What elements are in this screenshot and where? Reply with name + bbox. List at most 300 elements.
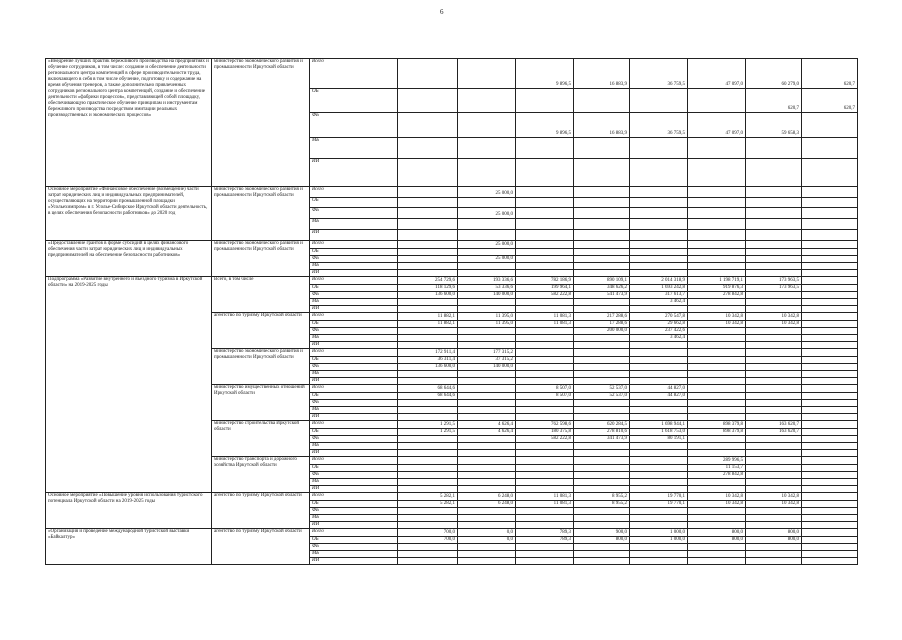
- value-cell: [574, 486, 630, 493]
- value-cell: [802, 443, 858, 450]
- value-cell: [458, 443, 516, 450]
- value-cell: [802, 349, 858, 357]
- value-cell: [688, 414, 746, 421]
- value-cell: [630, 198, 688, 208]
- value-cell: [630, 508, 688, 515]
- value-cell: 6 248,0: [458, 493, 516, 501]
- value-cell: [688, 407, 746, 414]
- funding-source-cell: ОБ: [310, 357, 398, 364]
- funding-source-cell: ИИ: [310, 378, 398, 385]
- value-cell: [458, 371, 516, 378]
- value-cell: [516, 400, 574, 407]
- value-cell: [398, 256, 458, 263]
- value-cell: [516, 256, 574, 263]
- value-cell: 789,3: [516, 537, 574, 544]
- value-cell: [516, 263, 574, 270]
- value-cell: [746, 443, 802, 450]
- funding-source-cell: МБ: [310, 138, 398, 159]
- value-cell: 762 598,6: [516, 421, 574, 429]
- value-cell: [802, 508, 858, 515]
- value-cell: [516, 138, 574, 159]
- value-cell: [688, 436, 746, 443]
- value-cell: [574, 515, 630, 522]
- value-cell: [802, 479, 858, 486]
- value-cell: [516, 187, 574, 198]
- value-cell: [746, 479, 802, 486]
- value-cell: 60 279,0: [746, 59, 802, 89]
- measure-name-cell: Основное мероприятие «Повышение уровня использования туристского потенциала Иркутской области на 2019-2025 годы: [46, 493, 212, 529]
- value-cell: [398, 187, 458, 198]
- value-cell: [802, 263, 858, 270]
- value-cell: [630, 230, 688, 241]
- value-cell: [746, 349, 802, 357]
- value-cell: [458, 328, 516, 335]
- value-cell: [746, 249, 802, 256]
- funding-source-cell: ФБ: [310, 400, 398, 407]
- value-cell: [688, 508, 746, 515]
- value-cell: [688, 486, 746, 493]
- value-cell: [516, 522, 574, 529]
- value-cell: [746, 138, 802, 159]
- value-cell: [802, 313, 858, 321]
- value-cell: [746, 486, 802, 493]
- value-cell: 11 882,1: [398, 321, 458, 328]
- value-cell: 53 336,6: [458, 285, 516, 292]
- value-cell: 898 379,8: [688, 421, 746, 429]
- value-cell: [574, 457, 630, 465]
- measure-name-cell: «Внедрение лучших практик бережливого производства на предприятиях и обучение сотрудников, в том числе: создание и обеспечение деятельности регионального центра компетенций в сфере производительности труда, включающего в себя в том числе обучение, подготовку и содержание на время обучения тренеров, а также дополнительно привлеченных сотрудников регионального центра компетенций, создание и обеспечение деятельности «фабрики процессов», представляющей собой площадку, обеспечивающую практическое обучение принципам и инструментам бережливого производства посредством имитации реальных производственных и экономических процессов»: [46, 59, 212, 187]
- value-cell: [802, 113, 858, 138]
- value-cell: 341 473,9: [574, 436, 630, 443]
- value-cell: [802, 306, 858, 313]
- value-cell: [458, 515, 516, 522]
- value-cell: 11 882,1: [398, 313, 458, 321]
- value-cell: [688, 256, 746, 263]
- value-cell: [574, 187, 630, 198]
- value-cell: [630, 349, 688, 357]
- value-cell: [688, 393, 746, 400]
- value-cell: [746, 558, 802, 565]
- funding-source-cell: МБ: [310, 219, 398, 230]
- value-cell: [574, 208, 630, 219]
- value-cell: [574, 138, 630, 159]
- value-cell: [398, 486, 458, 493]
- value-cell: 136 600,0: [398, 364, 458, 371]
- value-cell: [802, 544, 858, 551]
- value-cell: [398, 299, 458, 306]
- value-cell: 8 955,2: [574, 493, 630, 501]
- value-cell: [688, 249, 746, 256]
- value-cell: [688, 357, 746, 364]
- value-cell: 582 222,8: [516, 292, 574, 299]
- funding-source-cell: Всего: [310, 187, 398, 198]
- value-cell: 180 375,8: [516, 429, 574, 436]
- value-cell: [398, 335, 458, 342]
- value-cell: [458, 263, 516, 270]
- value-cell: [630, 400, 688, 407]
- value-cell: 25 000,0: [458, 256, 516, 263]
- value-cell: [802, 299, 858, 306]
- value-cell: [458, 198, 516, 208]
- funding-source-cell: ОБ: [310, 465, 398, 472]
- value-cell: [398, 113, 458, 138]
- funding-source-cell: ИИ: [310, 486, 398, 493]
- value-cell: [398, 515, 458, 522]
- value-cell: [630, 472, 688, 479]
- funding-source-cell: ОБ: [310, 537, 398, 544]
- value-cell: [746, 457, 802, 465]
- value-cell: [630, 138, 688, 159]
- value-cell: [458, 270, 516, 277]
- funding-source-cell: ИИ: [310, 558, 398, 565]
- value-cell: [516, 558, 574, 565]
- value-cell: 2 014 318,9: [630, 277, 688, 285]
- value-cell: [802, 378, 858, 385]
- value-cell: 80 191,1: [630, 436, 688, 443]
- value-cell: [802, 414, 858, 421]
- table-row: [46, 493, 858, 501]
- value-cell: [574, 241, 630, 249]
- value-cell: [574, 508, 630, 515]
- value-cell: [802, 138, 858, 159]
- value-cell: [688, 335, 746, 342]
- value-cell: 1 291,5: [398, 421, 458, 429]
- value-cell: [574, 522, 630, 529]
- value-cell: 19 770,1: [630, 493, 688, 501]
- value-cell: [398, 159, 458, 187]
- value-cell: [630, 414, 688, 421]
- value-cell: [574, 443, 630, 450]
- executor-cell: Всего, в том числе: [212, 277, 310, 313]
- value-cell: 1 000,0: [630, 537, 688, 544]
- value-cell: [574, 342, 630, 349]
- value-cell: [630, 522, 688, 529]
- value-cell: [802, 465, 858, 472]
- value-cell: [574, 465, 630, 472]
- executor-cell: министерство строительства Иркутской области: [212, 421, 310, 457]
- value-cell: [688, 522, 746, 529]
- value-cell: 8 507,0: [516, 385, 574, 393]
- value-cell: 890 109,1: [574, 277, 630, 285]
- value-cell: 8 955,2: [574, 501, 630, 508]
- value-cell: [574, 357, 630, 364]
- value-cell: 620,7: [746, 89, 802, 113]
- value-cell: [746, 292, 802, 299]
- value-cell: [574, 306, 630, 313]
- value-cell: [458, 59, 516, 89]
- value-cell: [516, 335, 574, 342]
- value-cell: [630, 357, 688, 364]
- value-cell: 37 315,2: [458, 357, 516, 364]
- funding-source-cell: Всего: [310, 277, 398, 285]
- value-cell: [574, 349, 630, 357]
- value-cell: 3 462,4: [630, 335, 688, 342]
- value-cell: [458, 159, 516, 187]
- value-cell: [516, 407, 574, 414]
- value-cell: [802, 249, 858, 256]
- table-row: [46, 529, 858, 537]
- value-cell: 172 911,4: [398, 349, 458, 357]
- value-cell: 700,0: [398, 529, 458, 537]
- funding-source-cell: Всего: [310, 313, 398, 321]
- value-cell: [516, 198, 574, 208]
- value-cell: [802, 357, 858, 364]
- funding-source-cell: ОБ: [310, 249, 398, 256]
- value-cell: [516, 364, 574, 371]
- value-cell: [688, 299, 746, 306]
- value-cell: [688, 385, 746, 393]
- value-cell: [802, 522, 858, 529]
- value-cell: [516, 479, 574, 486]
- executor-cell: агентство по туризму Иркутской области: [212, 529, 310, 565]
- value-cell: [802, 558, 858, 565]
- value-cell: [630, 371, 688, 378]
- value-cell: [574, 198, 630, 208]
- value-cell: [746, 450, 802, 457]
- value-cell: 0,0: [458, 537, 516, 544]
- value-cell: [516, 299, 574, 306]
- value-cell: 5 282,1: [398, 493, 458, 501]
- value-cell: [574, 335, 630, 342]
- value-cell: [574, 371, 630, 378]
- funding-source-cell: ОБ: [310, 198, 398, 208]
- value-cell: [574, 414, 630, 421]
- value-cell: [746, 400, 802, 407]
- value-cell: 44 827,0: [630, 385, 688, 393]
- value-cell: [458, 486, 516, 493]
- value-cell: [574, 249, 630, 256]
- value-cell: [802, 493, 858, 501]
- value-cell: [630, 270, 688, 277]
- funding-source-cell: МБ: [310, 515, 398, 522]
- value-cell: [516, 450, 574, 457]
- value-cell: 541 473,9: [574, 292, 630, 299]
- value-cell: [458, 113, 516, 138]
- funding-source-cell: ИИ: [310, 270, 398, 277]
- table-row: [46, 241, 858, 249]
- funding-source-cell: Всего: [310, 493, 398, 501]
- value-cell: [516, 230, 574, 241]
- table-body: [46, 59, 858, 565]
- value-cell: [630, 551, 688, 558]
- value-cell: [688, 378, 746, 385]
- value-cell: 620 284,5: [574, 421, 630, 429]
- value-cell: 6 248,0: [458, 501, 516, 508]
- value-cell: [398, 59, 458, 89]
- value-cell: [746, 472, 802, 479]
- value-cell: [398, 371, 458, 378]
- measure-name-cell: «Предоставление грантов в форме субсидий в целях финансового обеспечения части затрат юридических лиц и индивидуальных предпринимателей на обеспечение безопасности работников»: [46, 241, 212, 277]
- funding-source-cell: ОБ: [310, 501, 398, 508]
- value-cell: 16 883,9: [574, 113, 630, 138]
- value-cell: 782 186,9: [516, 277, 574, 285]
- value-cell: [802, 472, 858, 479]
- value-cell: 44 827,0: [630, 393, 688, 400]
- value-cell: [802, 321, 858, 328]
- value-cell: 11 081,3: [516, 321, 574, 328]
- value-cell: [688, 230, 746, 241]
- value-cell: [574, 479, 630, 486]
- value-cell: 254 729,6: [398, 277, 458, 285]
- value-cell: [516, 219, 574, 230]
- funding-source-cell: ФБ: [310, 113, 398, 138]
- executor-cell: министерство экономического развития и промышленности Иркутской области: [212, 187, 310, 241]
- value-cell: 10 342,8: [688, 493, 746, 501]
- measure-name-cell: Основное мероприятие «Финансовое обеспечение (возмещение) части затрат юридических лиц и индивидуальных предпринимателей, осуществляющих на территории промышленной площадки «Усольехимпром» в г. Усолье-Сибирское Иркутской области деятельность, в целях обеспечения безопасности работников» до 2020 год: [46, 187, 212, 241]
- funding-source-cell: МБ: [310, 551, 398, 558]
- value-cell: [398, 400, 458, 407]
- value-cell: [398, 414, 458, 421]
- value-cell: 25 000,0: [458, 187, 516, 198]
- value-cell: [802, 457, 858, 465]
- value-cell: [574, 551, 630, 558]
- value-cell: 800,0: [746, 529, 802, 537]
- value-cell: 163 620,7: [746, 429, 802, 436]
- value-cell: [516, 515, 574, 522]
- value-cell: [802, 342, 858, 349]
- budget-table: [45, 58, 858, 565]
- value-cell: 4 626,4: [458, 429, 516, 436]
- value-cell: 140 000,0: [458, 364, 516, 371]
- value-cell: [574, 472, 630, 479]
- value-cell: 163 620,7: [746, 421, 802, 429]
- funding-source-cell: ИИ: [310, 230, 398, 241]
- value-cell: 1 698 944,1: [630, 421, 688, 429]
- value-cell: [802, 270, 858, 277]
- value-cell: [574, 544, 630, 551]
- value-cell: 136 600,0: [398, 292, 458, 299]
- funding-source-cell: МБ: [310, 407, 398, 414]
- value-cell: 68 644,6: [398, 393, 458, 400]
- value-cell: [458, 342, 516, 349]
- value-cell: [516, 89, 574, 113]
- funding-source-cell: Всего: [310, 59, 398, 89]
- value-cell: 10 342,8: [688, 313, 746, 321]
- value-cell: [688, 187, 746, 198]
- value-cell: [630, 378, 688, 385]
- value-cell: [802, 198, 858, 208]
- funding-source-cell: ИИ: [310, 342, 398, 349]
- value-cell: 5 282,1: [398, 501, 458, 508]
- value-cell: [802, 407, 858, 414]
- value-cell: [688, 138, 746, 159]
- value-cell: [802, 436, 858, 443]
- value-cell: [458, 414, 516, 421]
- value-cell: [398, 457, 458, 465]
- value-cell: [516, 414, 574, 421]
- value-cell: [630, 263, 688, 270]
- value-cell: [802, 292, 858, 299]
- value-cell: [398, 89, 458, 113]
- page-number: 6: [440, 8, 444, 16]
- funding-source-cell: ФБ: [310, 364, 398, 371]
- value-cell: [746, 522, 802, 529]
- value-cell: 800,0: [688, 537, 746, 544]
- value-cell: [516, 544, 574, 551]
- funding-source-cell: ИИ: [310, 414, 398, 421]
- value-cell: [688, 198, 746, 208]
- funding-source-cell: Всего: [310, 241, 398, 249]
- value-cell: [398, 472, 458, 479]
- funding-source-cell: МБ: [310, 371, 398, 378]
- value-cell: [574, 400, 630, 407]
- value-cell: [574, 450, 630, 457]
- value-cell: 1 618 753,0: [630, 429, 688, 436]
- value-cell: [746, 198, 802, 208]
- value-cell: [398, 522, 458, 529]
- value-cell: [458, 335, 516, 342]
- value-cell: [398, 208, 458, 219]
- value-cell: [630, 241, 688, 249]
- value-cell: [516, 457, 574, 465]
- value-cell: [458, 457, 516, 465]
- value-cell: [516, 357, 574, 364]
- value-cell: [516, 159, 574, 187]
- value-cell: [516, 486, 574, 493]
- value-cell: [746, 385, 802, 393]
- value-cell: 3 462,4: [630, 299, 688, 306]
- value-cell: [802, 241, 858, 249]
- value-cell: [574, 230, 630, 241]
- value-cell: [458, 479, 516, 486]
- value-cell: [574, 364, 630, 371]
- value-cell: 11 081,3: [516, 313, 574, 321]
- value-cell: 1 000,0: [630, 529, 688, 537]
- value-cell: 278 842,8: [688, 292, 746, 299]
- funding-source-cell: ФБ: [310, 544, 398, 551]
- value-cell: [398, 479, 458, 486]
- value-cell: [516, 371, 574, 378]
- value-cell: [802, 529, 858, 537]
- value-cell: 47 097,0: [688, 113, 746, 138]
- funding-source-cell: ОБ: [310, 285, 398, 292]
- value-cell: 25 000,0: [458, 241, 516, 249]
- value-cell: [746, 364, 802, 371]
- value-cell: 217 288,6: [574, 313, 630, 321]
- value-cell: [398, 138, 458, 159]
- value-cell: [516, 270, 574, 277]
- table-row: [46, 277, 858, 285]
- value-cell: 317 613,7: [630, 292, 688, 299]
- value-cell: [688, 443, 746, 450]
- value-cell: [688, 328, 746, 335]
- measure-name-cell: «Организация и проведение международной туристской выставки «Байкалтур»: [46, 529, 212, 565]
- value-cell: [458, 472, 516, 479]
- value-cell: [630, 219, 688, 230]
- value-cell: [802, 364, 858, 371]
- value-cell: [630, 249, 688, 256]
- value-cell: [516, 208, 574, 219]
- value-cell: [746, 508, 802, 515]
- value-cell: [802, 159, 858, 187]
- value-cell: 900,0: [574, 529, 630, 537]
- value-cell: 36 311,4: [398, 357, 458, 364]
- value-cell: [516, 472, 574, 479]
- value-cell: [630, 486, 688, 493]
- value-cell: [516, 349, 574, 357]
- value-cell: [398, 219, 458, 230]
- funding-source-cell: МБ: [310, 443, 398, 450]
- value-cell: [458, 299, 516, 306]
- value-cell: [688, 515, 746, 522]
- value-cell: [802, 335, 858, 342]
- value-cell: [398, 241, 458, 249]
- value-cell: [458, 378, 516, 385]
- value-cell: [458, 393, 516, 400]
- funding-source-cell: ИИ: [310, 306, 398, 313]
- value-cell: [688, 263, 746, 270]
- value-cell: [746, 371, 802, 378]
